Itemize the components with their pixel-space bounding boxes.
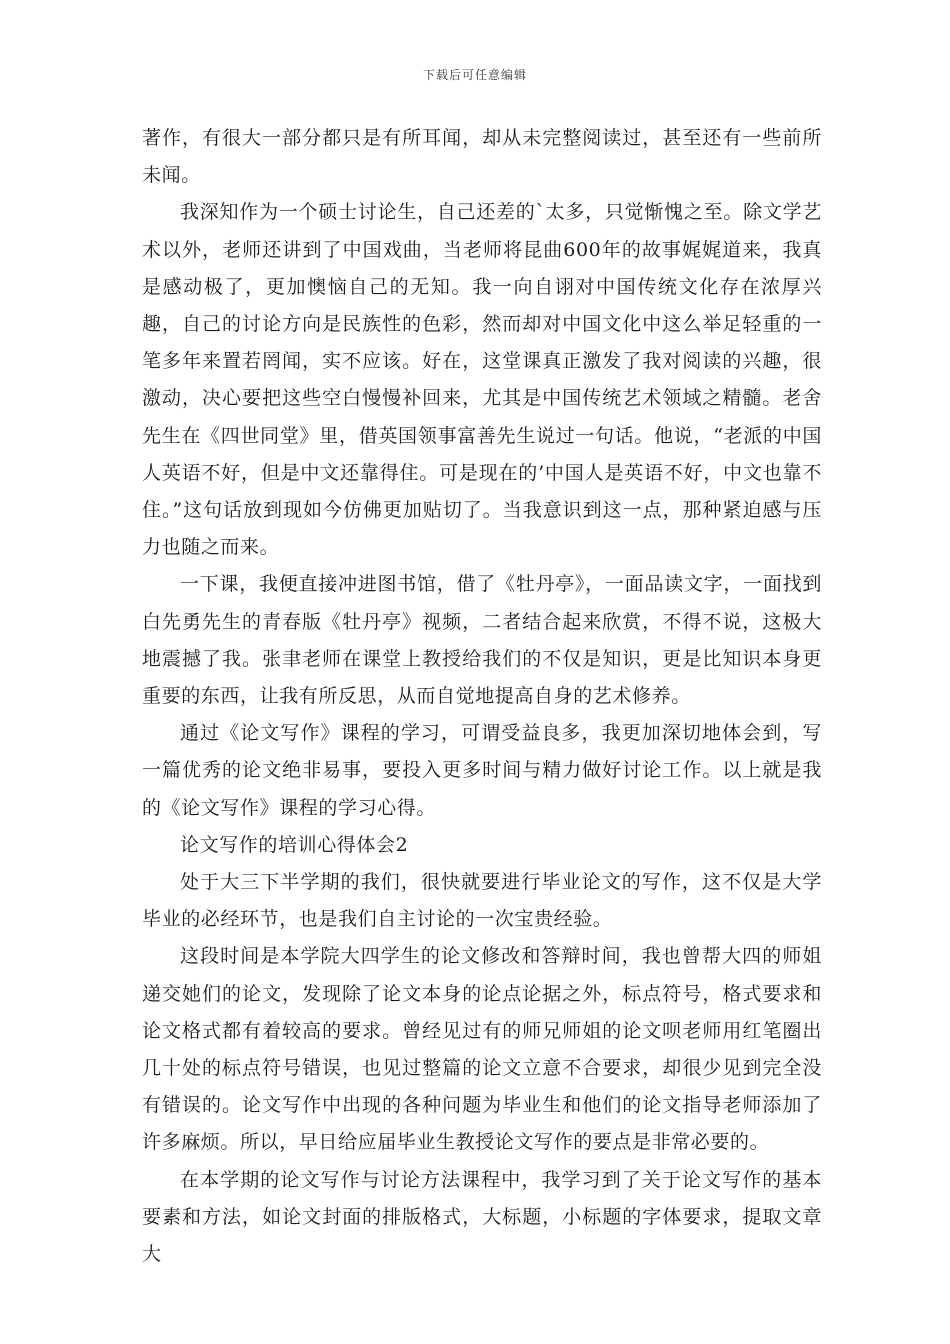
paragraph-thesis-defense: 这段时间是本学院大四学生的论文修改和答辩时间，我也曾帮大四的师姐递交她们的论文，发现除了论文本身的论点论据之外，标点符号，格式要求和论文格式都有着较高的要求。曾经见过有的师兄师姐的论文呗老师用红笔圈出几十处的标点符号错误，也见过整篇的论文立意不合要求，却很少见到完全没有错误的。论文写作中出现的各种问题为毕业生和他们的论文指导老师添加了许多麻烦。所以，早日给应届毕业生教授论文写作的要点是非常必要的。 xyxy=(142,945,822,1154)
paragraph-course-content: 在本学期的论文写作与讨论方法课程中，我学习到了关于论文写作的基本要素和方法，如论文封面的排版格式，大标题，小标题的字体要求，提取文章大 xyxy=(142,1168,822,1266)
document-body xyxy=(142,120,822,1273)
section-heading: 论文写作的培训心得体会2 xyxy=(180,833,409,856)
paragraph-continued: 著作，有很大一部分都只是有所耳闻，却从未完整阅读过，甚至还有一些前所未闻。 xyxy=(142,127,822,187)
page-header: 下载后可任意编辑 xyxy=(422,68,527,82)
paragraph-library: 一下课，我便直接冲进图书馆，借了《牡丹亭》，一面品读文字，一面找到白先勇先生的青春版《牡丹亭》视频，二者结合起来欣赏，不得不说，这极大地震撼了我。张聿老师在课堂上教授给我们的不仅是知识，更是比知识本身更重要的东西，让我有所反思，从而自觉地提高自身的艺术修养。 xyxy=(142,573,822,708)
paragraph-summary: 通过《论文写作》课程的学习，可谓受益良多，我更加深切地体会到，写一篇优秀的论文绝非易事，要投入更多时间与精力做好讨论工作。以上就是我的《论文写作》课程的学习心得。 xyxy=(142,722,822,819)
paragraph-self-reflection: 我深知作为一个硕士讨论生，自己还差的`太多，只觉惭愧之至。除文学艺术以外，老师还讲到了中国戏曲，当老师将昆曲600年的故事娓娓道来，我真是感动极了，更加懊恼自己的无知。我一向自诩对中国传统文化存在浓厚兴趣，自己的讨论方向是民族性的色彩，然而却对中国文化中这么举足轻重的一笔多年来置若罔闻，实不应该。好在，这堂课真正激发了我对阅读的兴趣，很激动，决心要把这些空白慢慢补回来，尤其是中国传统艺术领域之精髓。老舍先生在《四世同堂》里，借英国领事富善先生说过一句话。他说，“老派的中国人英语不好，但是中文还靠得住。可是现在的’中国人是英语不好，中文也靠不住。”这句话放到现如今仿佛更加贴切了。当我意识到这一点，那种紧迫感与压力也随之而来。 xyxy=(142,201,822,559)
paragraph-junior-year: 处于大三下半学期的我们，很快就要进行毕业论文的写作，这不仅是大学毕业的必经环节，也是我们自主讨论的一次宝贵经验。 xyxy=(142,871,822,931)
